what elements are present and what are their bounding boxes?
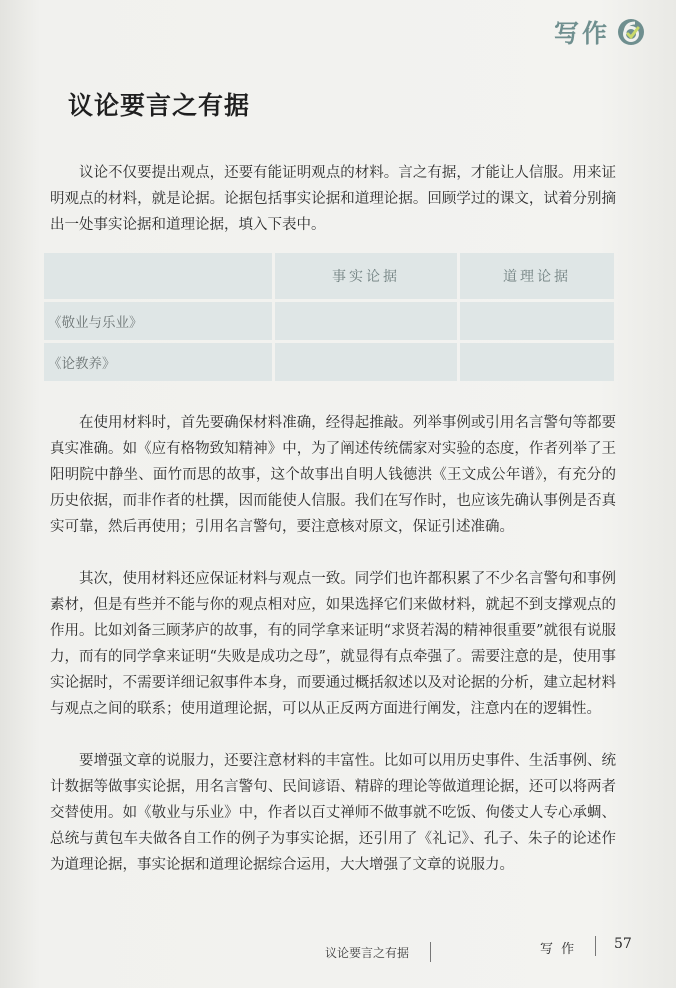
intro-paragraph: 议论不仅要提出观点，还要有能证明观点的材料。言之有据，才能让人信服。用来证明观点的材料，就是论据。论据包括事实论据和道理论据。回顾学过的课文，试着分别摘出一处事实论据和道理论据，填入下表中。 xyxy=(50,165,616,233)
body-paragraph-1: 在使用材料时，首先要确保材料准确，经得起推敲。列举事例或引用名言警句等都要真实准确。如《应有格物致知精神》中，为了阐述传统儒家对实验的态度，作者列举了王阳明院中静坐、面竹而思的故事，这个故事出自明人钱德洪《王文成公年谱》，有充分的历史依据，而非作者的杜撰，因而能使人信服。我们在写作时，也应该先确认事例是否真实可靠，然后再使用；引用名言警句，要注意核对原文，保证引述准确。 xyxy=(50,415,616,535)
table-header-blank xyxy=(44,253,272,299)
table-header-reason: 道理论据 xyxy=(460,253,614,299)
page-title: 议论要言之有据 xyxy=(68,91,251,120)
section-label: 写作 xyxy=(553,19,610,48)
table-cell-fact[interactable] xyxy=(275,302,457,340)
body-paragraph-3: 要增强文章的说服力，还要注意材料的丰富性。比如可以用历史事件、生活事例、统计数据等做事实论据，用名言警句、民间谚语、精辟的理论等做道理论据，还可以将两者交替使用。如《敬业与乐业》中，作者以百丈禅师不做事就不吃饭、佝偻丈人专心承蜩、总统与黄包车夫做各自工作的例子为事实论据，还引用了《礼记》、孔子、朱子的论述作为道理论据，事实论据和道理论据综合运用，大大增强了文章的说服力。 xyxy=(50,753,616,873)
table-header-fact: 事实论据 xyxy=(275,253,457,299)
footer-divider xyxy=(430,942,431,962)
table-row-label: 《论教养》 xyxy=(44,343,272,381)
body-paragraph-2: 其次，使用材料还应保证材料与观点一致。同学们也许都积累了不少名言警句和事例素材，但是有些并不能与你的观点相对应，如果选择它们来做材料，就起不到支撑观点的作用。比如刘备三顾茅庐的故事，有的同学拿来证明“求贤若渴的精神很重要”就很有说服力，而有的同学拿来证明“失败是成功之母”，就显得有点牵强了。需要注意的是，使用事实论据时，不需要详细记叙事件本身，而要通过概括叙述以及对论据的分析，建立起材料与观点之间的联系；使用道理论据，可以从正反两方面进行阐发，注意内在的逻辑性。 xyxy=(50,571,616,717)
table-cell-fact[interactable] xyxy=(275,343,457,381)
table-cell-reason[interactable] xyxy=(460,343,614,381)
footer-divider xyxy=(595,936,596,956)
table-cell-reason[interactable] xyxy=(460,302,614,340)
page-number: 57 xyxy=(614,936,632,952)
circled-number-6-check-icon xyxy=(616,17,646,47)
evidence-table xyxy=(44,253,614,385)
footer-chapter-title: 议论要言之有据 xyxy=(325,946,410,960)
footer-section: 写 作 xyxy=(540,942,577,957)
section-tag xyxy=(554,14,646,50)
table-row-label: 《敬业与乐业》 xyxy=(44,302,272,340)
